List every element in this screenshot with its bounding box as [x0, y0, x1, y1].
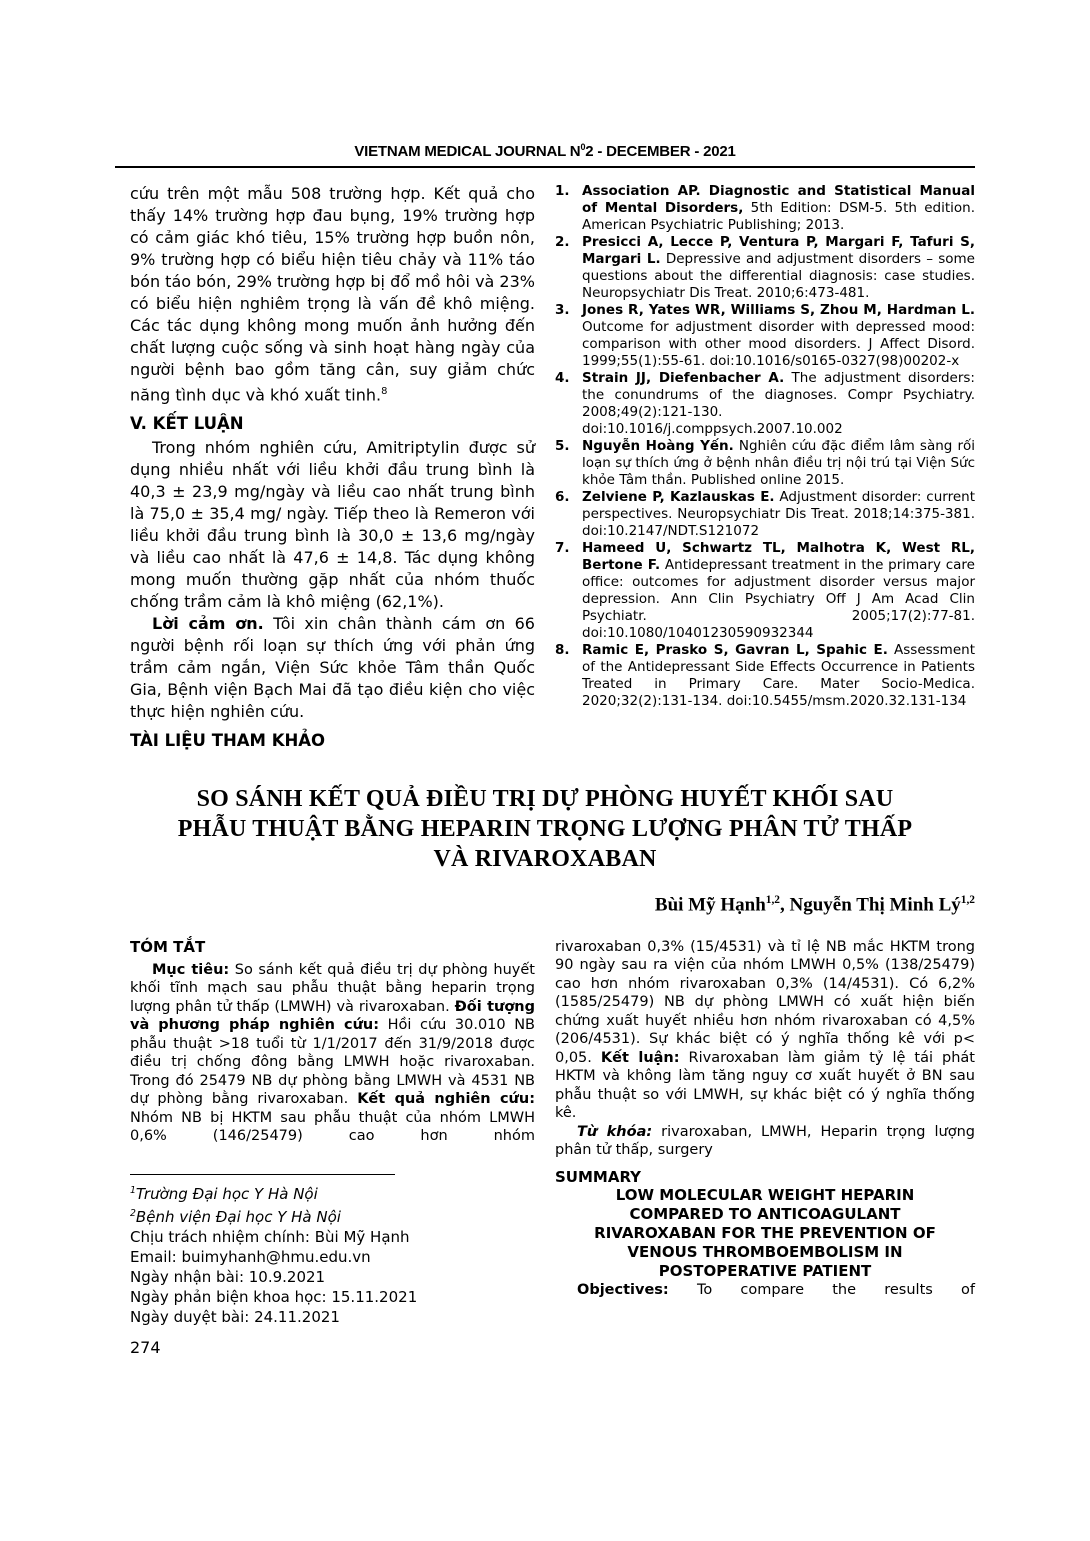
summary-objectives-label: Objectives:: [577, 1281, 669, 1298]
article2-title-line: VÀ RIVAROXABAN: [433, 846, 657, 873]
summary-title-line: LOW MOLECULAR WEIGHT HEPARIN: [615, 1185, 915, 1204]
footnote-text: Ngày nhận bài: 10.9.2021: [130, 1267, 326, 1286]
reference-item: [555, 183, 975, 234]
reference-item: [555, 642, 975, 710]
footnote-text: Email: buimyhanh@hmu.edu.vn: [130, 1247, 371, 1266]
footnote-review-date: [130, 1287, 535, 1307]
abstract-objective-label: Mục tiêu:: [152, 961, 230, 978]
heading-summary: SUMMARY: [555, 1167, 642, 1186]
acknowledgement-label: Lời cảm ơn.: [152, 614, 264, 634]
reference-text: Assessment of the Antidepressant Side Effects Occurrence in Patients Treated in Primary Care. Mater Socio-Medica. 2020;32(2):131-134. doi:10.5455/msm.2020.32.131-134: [582, 642, 975, 709]
abstract-objective-text: So sánh kết quả điều trị dự phòng huyết khối tĩnh mạch sau phẫu thuật bằng heparin trọng lượng phân tử thấp (LMWH) và rivaroxaban.: [130, 961, 535, 1015]
bottom-columns: [115, 938, 975, 1327]
journal-header-text: VIETNAM MEDICAL JOURNAL N: [354, 143, 581, 160]
reference-text: Antidepressant treatment in the primary care office: outcomes for adjustment disorder versus major depression. Ann Clin Psychiatry Off J Am Acad Clin Psychiatr. 2005;17(2):77-81. doi:10.1080/10401230590932344: [582, 557, 975, 641]
reference-authors: Zelviene P, Kazlauskas E.: [582, 489, 775, 505]
article2-title: [115, 784, 975, 874]
footnote-corresponding-author: [130, 1227, 535, 1247]
author-name: Nguyễn Thị Minh Lý: [789, 894, 961, 916]
page-number: 274: [130, 1338, 161, 1357]
summary-english-title: [555, 1186, 975, 1281]
summary-title-line: COMPARED TO ANTICOAGULANT: [629, 1204, 901, 1223]
abstract-methods-label: Đối tượng và phương pháp nghiên cứu:: [130, 998, 535, 1034]
reference-authors: Association AP. Diagnostic and Statistical Manual of Mental Disorders,: [582, 183, 975, 216]
authors-separator: ,: [780, 894, 790, 916]
citation-superscript-8: 8: [381, 386, 388, 397]
author-affiliation-superscript: 1,2: [765, 894, 781, 907]
footnote-block: [130, 1174, 535, 1327]
footnote-affiliation: [130, 1204, 535, 1227]
paragraph-conclusion: Trong nhóm nghiên cứu, Amitriptylin được sử dụng nhiều nhất với liều khởi đầu trung bình là 40,3 ± 23,9 mg/ngày và liều cao nhất trung bình là 75,0 ± 35,4 mg/ ngày. Tiếp theo là Remeron với liều khởi đầu trung bình là 30,0 ± 13,6 mg/ngày và liều cao nhất là 47,6 ± 14,8. Tác dụng không mong muốn thường gặp nhất của nhóm thuốc chống trầm cảm là khô miệng (62,1%).: [130, 438, 535, 612]
abstract-conclusion-text: Rivaroxaban làm giảm tỷ lệ tái phát HKTM và không làm tăng nguy cơ xuất huyết ở BN sau phẫu thuật so với LMWH, sự khác biệt có ý nghĩa thống kê.: [555, 1049, 975, 1122]
journal-header-superscript: 0: [580, 142, 586, 152]
paragraph-side-effects-text: cứu trên một mẫu 508 trường hợp. Kết quả cho thấy 14% trường hợp đau bụng, 19% trường hợp có cảm giác khó tiêu, 15% trường hợp buồn nôn, 9% trường hợp có biểu hiện tiêu chảy và 11% táo bón táo bón, 29% trường hợp bị đổ mồ hôi và 23% có biểu hiện nghiêm trọng là vấn đề khô miệng. Các tác dụng không mong muốn ảnh hưởng đến chất lượng cuộc sống và sinh hoạt hàng ngày của người bệnh bao gồm tăng cân, suy giảm chức năng tình dục và khó xuất tinh.: [130, 184, 535, 405]
keywords-text: rivaroxaban, LMWH, Heparin trọng lượng phân tử thấp, surgery: [555, 1123, 975, 1159]
abstract-paragraph: [130, 961, 535, 1146]
footnote-affiliation: [130, 1181, 535, 1204]
abstract-continued-text: rivaroxaban 0,3% (15/4531) và tỉ lệ NB mắc HKTM trong 90 ngày sau ra viện của nhóm LMWH 0,5% (138/25479) cao hơn nhóm rivaroxaban 0,3% (14/4531). Có 6,2% (1585/25479) NB dự phòng LMWH có xuất hiện biến chứng xuất huyết nhiều hơn nhóm rivaroxaban có 4,5% (206/4531). Sự khác biệt có ý nghĩa thống kê với p< 0,05.: [555, 938, 975, 1066]
top-columns: [115, 183, 975, 754]
reference-item: [555, 370, 975, 438]
footnote-superscript: 2: [130, 1207, 136, 1219]
heading-references: TÀI LIỆU THAM KHẢO: [130, 731, 326, 751]
abstract-results-label: Kết quả nghiên cứu:: [357, 1091, 536, 1108]
reference-item: [555, 302, 975, 370]
reference-authors: Nguyễn Hoàng Yến.: [582, 438, 734, 454]
footnote-text: Chịu trách nhiệm chính: Bùi Mỹ Hạnh: [130, 1227, 410, 1246]
footnote-text: Trường Đại học Y Hà Nội: [135, 1184, 318, 1203]
reference-authors: Jones R, Yates WR, Williams S, Zhou M, Hardman L.: [582, 302, 975, 318]
reference-item: [555, 489, 975, 540]
reference-number: 6.: [555, 489, 570, 505]
reference-number: 4.: [555, 370, 570, 386]
abstract-conclusion-label: Kết luận:: [600, 1049, 680, 1066]
reference-number: 5.: [555, 438, 570, 454]
reference-authors: Strain JJ, Diefenbacher A.: [582, 370, 785, 386]
reference-item: [555, 234, 975, 302]
summary-title-line: RIVAROXABAN FOR THE PREVENTION OF: [594, 1223, 936, 1242]
reference-text: Adjustment disorder: current perspectives. Neuropsychiatr Dis Treat. 2018;14:375-381. doi:10.2147/NDT.S121072: [582, 489, 976, 539]
left-column-abstract: [130, 938, 535, 1327]
right-column-references: [555, 183, 975, 754]
article2-authors: [115, 888, 975, 917]
article2-title-line: SO SÁNH KẾT QUẢ ĐIỀU TRỊ DỰ PHÒNG HUYẾT KHỐI SAU: [196, 786, 894, 813]
author-affiliation-superscript: 1,2: [960, 894, 975, 907]
footnote-email: [130, 1247, 535, 1267]
acknowledgement-text: Tôi xin chân thành cám ơn 66 người bệnh rối loạn sự thích ứng với phản ứng trầm cảm ngắn, Viện Sức khỏe Tâm thần Quốc Gia, Bệnh viện Bạch Mai đã tạo điều kiện cho việc thực hiện nghiên cứu.: [130, 614, 535, 722]
summary-objectives-text: To compare the results of: [668, 1281, 975, 1298]
paragraph-side-effects: [130, 183, 535, 406]
footnote-text: Bệnh viện Đại học Y Hà Nội: [135, 1207, 341, 1226]
reference-authors: Presicci A, Lecce P, Ventura P, Margari F, Tafuri S, Margari L.: [582, 234, 975, 267]
left-column-article1: [130, 183, 535, 754]
footnote-divider: [130, 1174, 395, 1175]
abstract-methods-text: Hồi cứu 30.010 NB phẫu thuật >18 tuổi từ 1/1/2017 đến 31/9/2018 được điều trị chống đông bằng LMWH hoặc rivaroxaban. Trong đó 25479 NB dự phòng bằng LMWH và 4531 NB dự phòng bằng rivaroxaban.: [130, 1017, 535, 1108]
reference-item: [555, 540, 975, 642]
reference-text: The adjustment disorders: the conundrums of the diagnoses. Compr Psychiatry. 2008;49(2):121-130. doi:10.1016/j.comppsych.2007.10.002: [582, 370, 975, 437]
heading-abstract: TÓM TẮT: [130, 937, 206, 956]
summary-title-line: VENOUS THROMBOEMBOLISM IN: [627, 1242, 903, 1261]
summary-objectives-paragraph: [555, 1281, 975, 1300]
reference-text: Nghiên cứu đặc điểm lâm sàng rối loạn sự thích ứng ở bệnh nhân điều trị nội trú tại Viện Sức khỏe Tâm thần. Published online 2015.: [582, 438, 976, 488]
right-column-abstract-summary: [555, 938, 975, 1327]
reference-number: 3.: [555, 302, 570, 318]
journal-header-text-suffix: 2 - DECEMBER - 2021: [585, 143, 736, 160]
footnote-received-date: [130, 1267, 535, 1287]
reference-authors: Ramic E, Prasko S, Gavran L, Spahic E.: [582, 642, 888, 658]
summary-title-line: POSTOPERATIVE PATIENT: [658, 1261, 872, 1280]
reference-number: 8.: [555, 642, 570, 658]
reference-text: Outcome for adjustment disorder with depressed mood: comparison with other mood disorders. J Affect Disord. 1999;55(1):55-61. doi:10.1016/s0165-0327(98)00202-x: [582, 319, 975, 369]
reference-number: 7.: [555, 540, 570, 556]
paragraph-acknowledgement: [130, 613, 535, 723]
keywords-paragraph: [555, 1123, 975, 1160]
keywords-label: Từ khóa:: [577, 1123, 653, 1140]
reference-number: 1.: [555, 183, 570, 199]
footnote-text: Ngày phản biện khoa học: 15.11.2021: [130, 1287, 418, 1306]
footnote-superscript: 1: [130, 1184, 136, 1196]
article2-title-line: PHẪU THUẬT BẰNG HEPARIN TRỌNG LƯỢNG PHÂN TỬ THẤP: [177, 816, 913, 843]
author-name: Bùi Mỹ Hạnh: [654, 894, 766, 916]
footnote-accepted-date: [130, 1307, 535, 1327]
reference-text: 5th Edition: DSM-5. 5th edition. American Psychiatric Publishing; 2013.: [582, 200, 976, 233]
reference-item: [555, 438, 975, 489]
heading-conclusion: V. KẾT LUẬN: [130, 414, 244, 434]
abstract-continued-paragraph: [555, 938, 975, 1123]
reference-authors: Hameed U, Schwartz TL, Malhotra K, West RL, Bertone F.: [582, 540, 975, 573]
journal-header: [115, 138, 975, 168]
footnote-text: Ngày duyệt bài: 24.11.2021: [130, 1307, 340, 1326]
reference-text: Depressive and adjustment disorders – some questions about the differential diagnosis: case studies. Neuropsychiatr Dis Treat. 2010;6:473-481.: [582, 251, 975, 301]
reference-number: 2.: [555, 234, 570, 250]
abstract-results-text: Nhóm NB bị HKTM sau phẫu thuật của nhóm LMWH 0,6% (146/25479) cao hơn nhóm: [130, 1109, 535, 1145]
